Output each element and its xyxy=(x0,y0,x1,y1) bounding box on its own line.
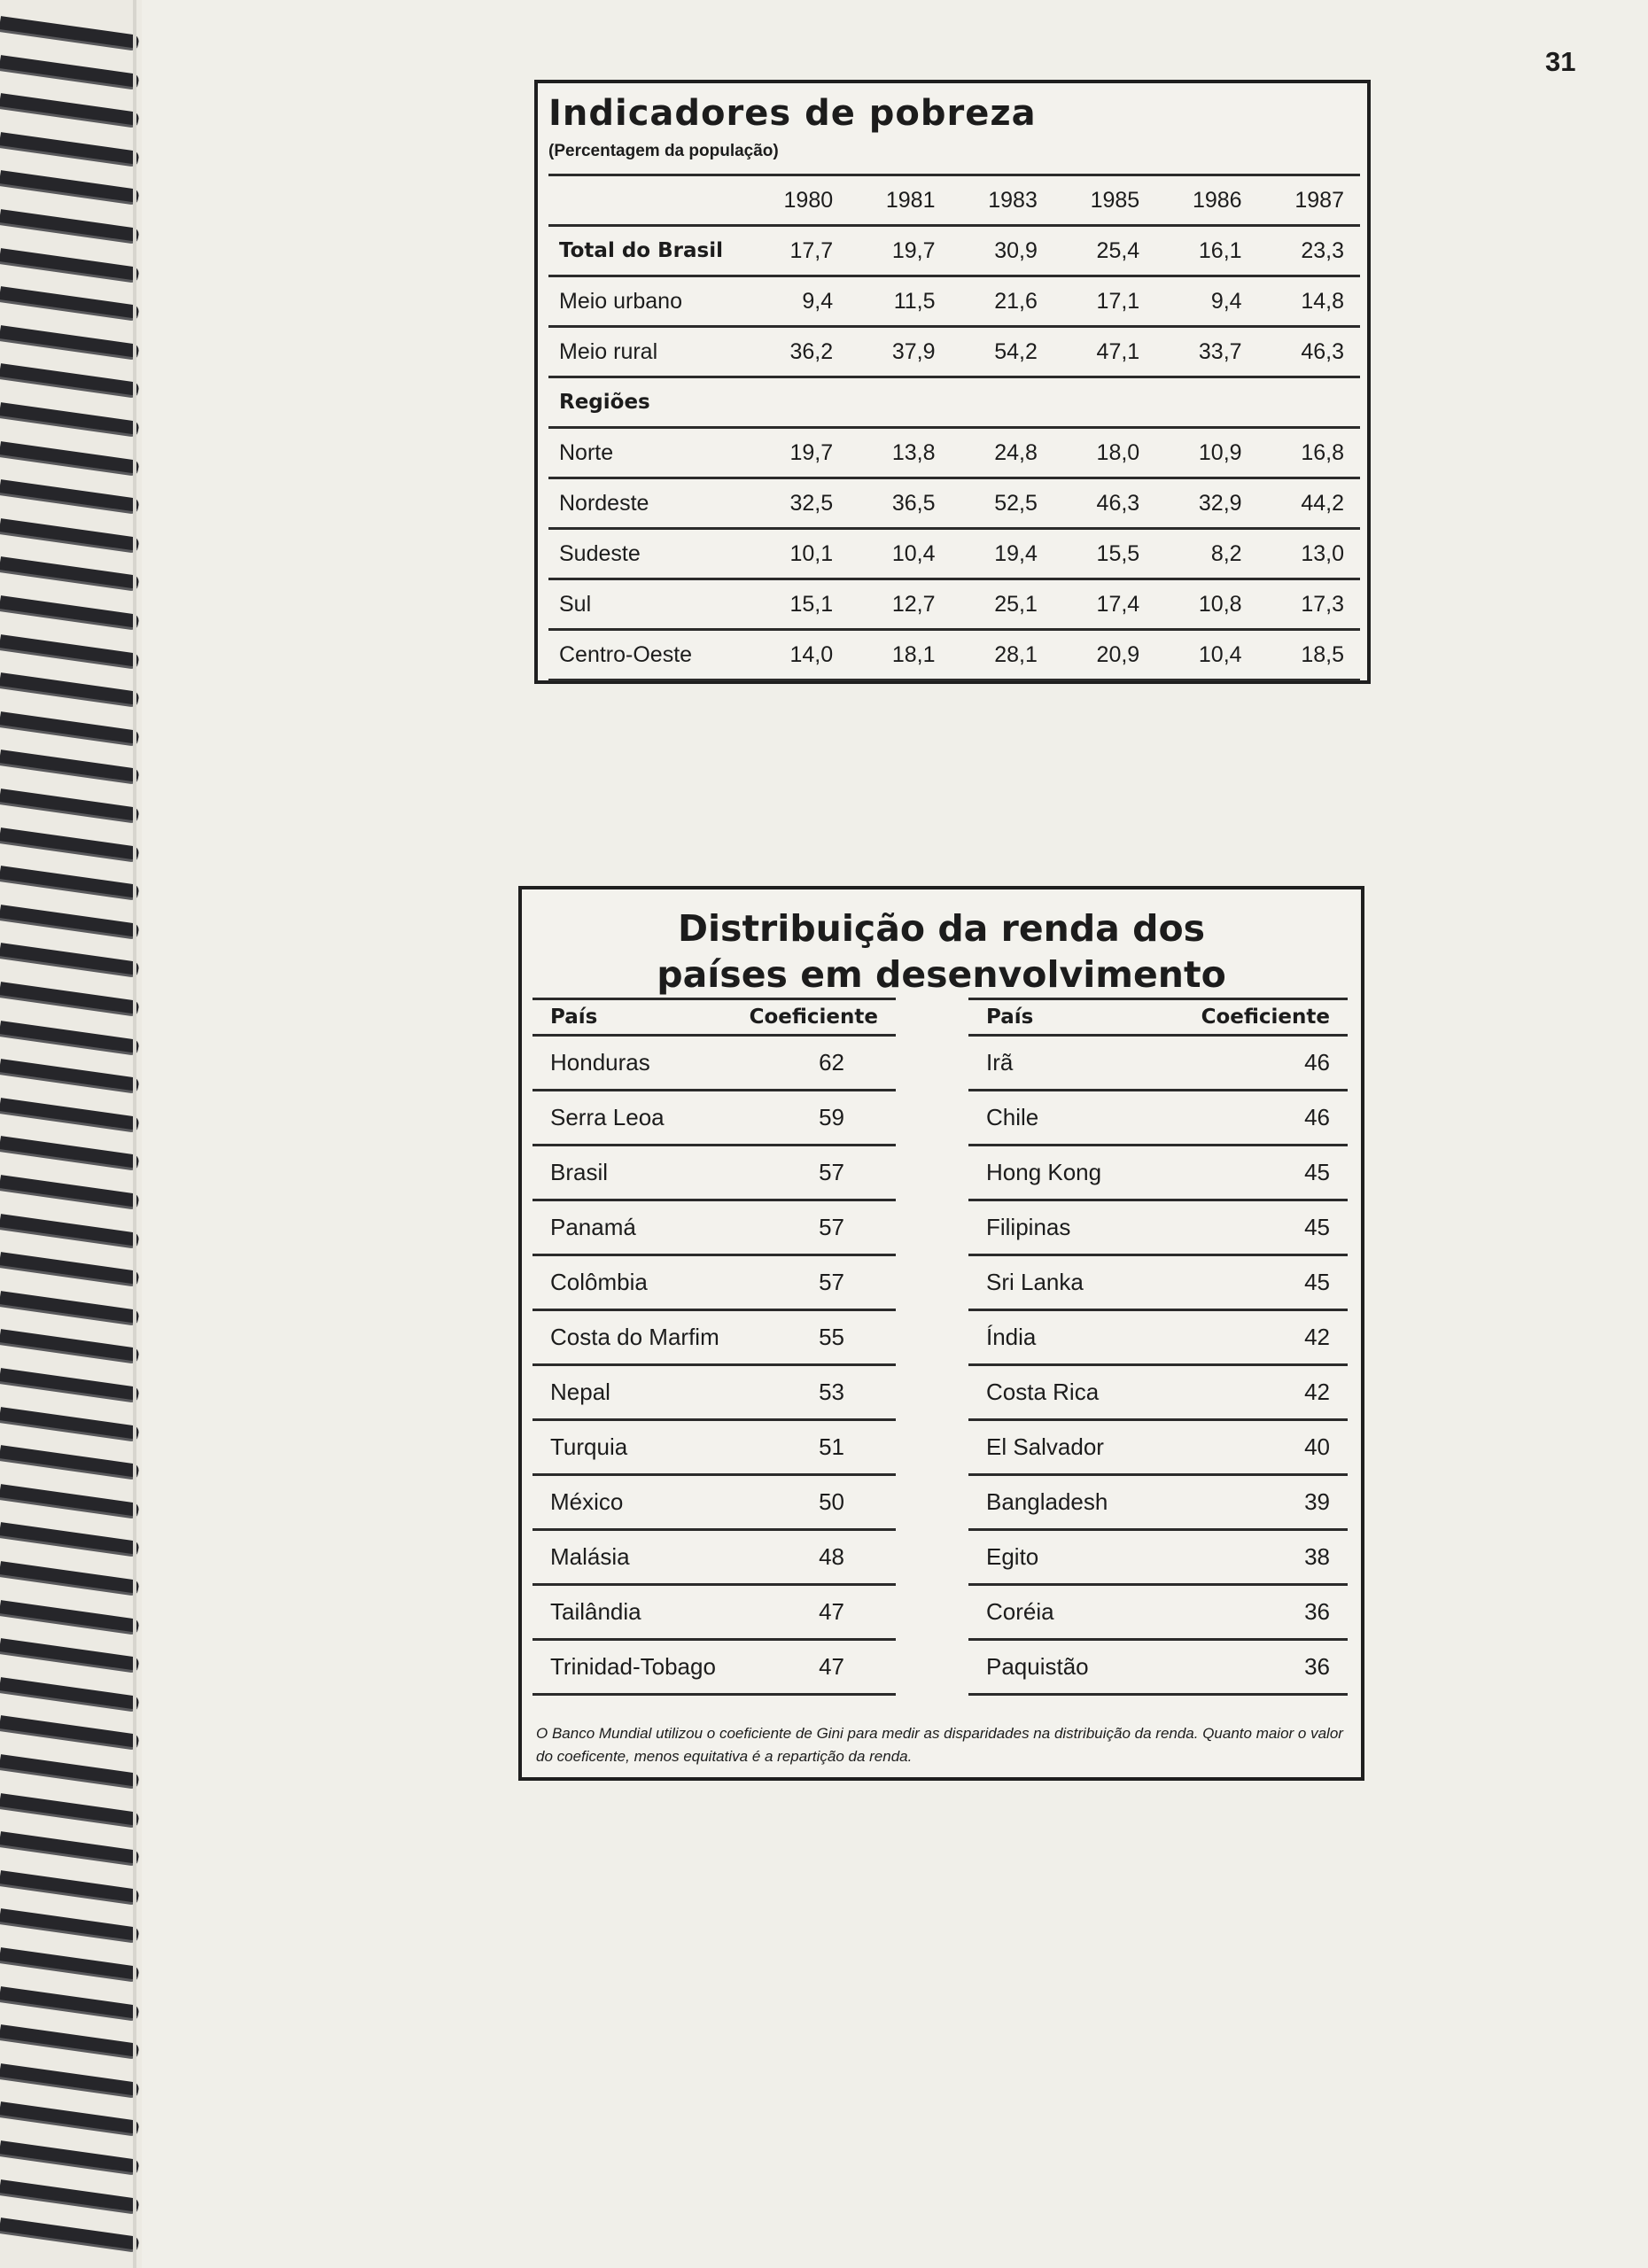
binding-coil xyxy=(0,1793,140,1826)
country-name: Filipinas xyxy=(986,1214,1071,1240)
income-title-line-1: Distribuição da renda dos xyxy=(677,907,1206,950)
binding-coil xyxy=(0,672,140,705)
row-value: 36,5 xyxy=(849,478,951,529)
binding-coil xyxy=(0,1098,140,1130)
row-label: Regiões xyxy=(548,377,747,428)
row-value: 10,4 xyxy=(1155,630,1257,680)
binding-coil xyxy=(0,943,140,975)
binding-coil xyxy=(0,595,140,628)
country-row xyxy=(532,1586,896,1641)
row-value: 36,2 xyxy=(747,327,849,377)
gini-coefficient: 55 xyxy=(819,1324,844,1350)
country-name: Brasil xyxy=(550,1159,609,1185)
row-value: 24,8 xyxy=(952,428,1053,478)
country-row xyxy=(968,1366,1348,1421)
country-name: Coréia xyxy=(986,1598,1054,1625)
page-number: 31 xyxy=(1545,46,1576,77)
country-name: Bangladesh xyxy=(986,1488,1108,1515)
binding-coil xyxy=(0,982,140,1014)
country-row xyxy=(968,1641,1348,1696)
country-row xyxy=(532,1476,896,1531)
row-value: 11,5 xyxy=(849,276,951,327)
row-label: Meio urbano xyxy=(548,276,747,327)
country-name: Trinidad-Tobago xyxy=(550,1653,716,1680)
binding-coil xyxy=(0,132,140,165)
binding-coil xyxy=(0,1831,140,1864)
gini-coefficient: 45 xyxy=(1304,1159,1330,1185)
row-value: 13,8 xyxy=(849,428,951,478)
binding-coil xyxy=(0,1445,140,1478)
gini-coefficient: 40 xyxy=(1304,1433,1330,1460)
row-value: 30,9 xyxy=(952,226,1053,276)
gini-coefficient: 36 xyxy=(1304,1598,1330,1625)
country-name: Nepal xyxy=(550,1379,610,1405)
coefficient-header: Coeficiente xyxy=(1201,1006,1330,1029)
spiral-binding xyxy=(0,0,142,2268)
gini-coefficient: 47 xyxy=(819,1598,844,1625)
country-name: Tailândia xyxy=(550,1598,641,1625)
binding-coil xyxy=(0,170,140,203)
row-value: 17,1 xyxy=(1053,276,1155,327)
row-value: 23,3 xyxy=(1258,226,1360,276)
binding-coil xyxy=(0,556,140,589)
row-value: 18,5 xyxy=(1258,630,1360,680)
row-value: 37,9 xyxy=(849,327,951,377)
binding-coil xyxy=(0,1908,140,1941)
binding-coil xyxy=(0,1214,140,1247)
country-name: Serra Leoa xyxy=(550,1104,665,1130)
country-name: Honduras xyxy=(550,1049,650,1076)
row-value: 54,2 xyxy=(952,327,1053,377)
income-list-left xyxy=(532,998,896,1696)
binding-coil xyxy=(0,479,140,512)
binding-coil xyxy=(0,866,140,898)
row-value: 18,0 xyxy=(1053,428,1155,478)
row-value xyxy=(1053,377,1155,428)
binding-coil xyxy=(0,1986,140,2019)
country-row xyxy=(532,1421,896,1476)
row-value: 12,7 xyxy=(849,579,951,630)
row-value: 20,9 xyxy=(1053,630,1155,680)
gini-coefficient: 42 xyxy=(1304,1324,1330,1350)
country-name: Costa do Marfim xyxy=(550,1324,719,1350)
poverty-table-title: Indicadores de pobreza xyxy=(548,93,1037,134)
binding-coil xyxy=(0,1136,140,1169)
poverty-row xyxy=(548,327,1360,377)
gini-coefficient: 59 xyxy=(819,1104,844,1130)
poverty-row xyxy=(548,226,1360,276)
row-value: 32,9 xyxy=(1155,478,1257,529)
binding-coil xyxy=(0,2101,140,2134)
gini-coefficient: 45 xyxy=(1304,1269,1330,1295)
row-value: 17,4 xyxy=(1053,579,1155,630)
country-row xyxy=(968,1476,1348,1531)
gini-coefficient: 38 xyxy=(1304,1543,1330,1570)
income-distribution-table xyxy=(518,886,1364,1781)
row-value: 52,5 xyxy=(952,478,1053,529)
gini-coefficient: 46 xyxy=(1304,1104,1330,1130)
binding-coil xyxy=(0,905,140,937)
row-value: 10,4 xyxy=(849,529,951,579)
income-list-right xyxy=(968,998,1348,1696)
row-value: 44,2 xyxy=(1258,478,1360,529)
row-value: 16,1 xyxy=(1155,226,1257,276)
poverty-data-grid xyxy=(548,174,1360,681)
row-value xyxy=(1258,377,1360,428)
binding-coil xyxy=(0,1021,140,1053)
row-value: 32,5 xyxy=(747,478,849,529)
binding-coil xyxy=(0,1329,140,1362)
binding-coil xyxy=(0,750,140,782)
gini-coefficient: 57 xyxy=(819,1214,844,1240)
binding-coil xyxy=(0,2024,140,2057)
binding-coil xyxy=(0,634,140,667)
poverty-indicators-table xyxy=(534,80,1371,684)
row-label: Nordeste xyxy=(548,478,747,529)
country-name: Colômbia xyxy=(550,1269,648,1295)
row-label: Total do Brasil xyxy=(548,226,747,276)
country-row xyxy=(532,1256,896,1311)
country-row xyxy=(532,1146,896,1201)
income-table-title xyxy=(522,905,1361,998)
country-name: Hong Kong xyxy=(986,1159,1102,1185)
column-header xyxy=(968,998,1348,1037)
gini-coefficient: 53 xyxy=(819,1379,844,1405)
country-row xyxy=(968,1421,1348,1476)
coefficient-header: Coeficiente xyxy=(749,1006,878,1029)
binding-coil xyxy=(0,1754,140,1787)
country-name: Irã xyxy=(986,1049,1014,1076)
row-value: 16,8 xyxy=(1258,428,1360,478)
binding-coil xyxy=(0,518,140,551)
binding-coil xyxy=(0,402,140,435)
binding-coil xyxy=(0,93,140,126)
country-row xyxy=(968,1586,1348,1641)
country-name: Turquia xyxy=(550,1433,628,1460)
country-row xyxy=(968,1091,1348,1146)
country-row xyxy=(532,1531,896,1586)
binding-coil xyxy=(0,1561,140,1594)
binding-coil xyxy=(0,441,140,474)
poverty-row xyxy=(548,630,1360,680)
row-value: 14,8 xyxy=(1258,276,1360,327)
row-value: 21,6 xyxy=(952,276,1053,327)
binding-coil xyxy=(0,1484,140,1517)
country-name: Chile xyxy=(986,1104,1039,1130)
country-name: Sri Lanka xyxy=(986,1269,1084,1295)
year-header: 1983 xyxy=(952,175,1053,226)
row-value: 19,7 xyxy=(747,428,849,478)
poverty-row xyxy=(548,276,1360,327)
year-header: 1987 xyxy=(1258,175,1360,226)
country-row xyxy=(532,1366,896,1421)
year-header: 1985 xyxy=(1053,175,1155,226)
row-value: 46,3 xyxy=(1053,478,1155,529)
country-row xyxy=(968,1531,1348,1586)
binding-coil xyxy=(0,2063,140,2096)
binding-coil xyxy=(0,209,140,242)
country-row xyxy=(968,1311,1348,1366)
country-name: Costa Rica xyxy=(986,1379,1100,1405)
gini-coefficient: 51 xyxy=(819,1433,844,1460)
binding-coil xyxy=(0,16,140,49)
row-value xyxy=(747,377,849,428)
binding-coil xyxy=(0,325,140,358)
year-header: 1981 xyxy=(849,175,951,226)
binding-coil xyxy=(0,827,140,860)
row-value: 10,8 xyxy=(1155,579,1257,630)
binding-coil xyxy=(0,1252,140,1285)
row-value: 18,1 xyxy=(849,630,951,680)
country-row xyxy=(968,1037,1348,1091)
country-row xyxy=(532,1201,896,1256)
row-value: 15,5 xyxy=(1053,529,1155,579)
binding-coil xyxy=(0,1677,140,1710)
country-name: El Salvador xyxy=(986,1433,1104,1460)
poverty-row xyxy=(548,478,1360,529)
country-row xyxy=(532,1311,896,1366)
gini-coefficient: 50 xyxy=(819,1488,844,1515)
binding-coil xyxy=(0,2140,140,2173)
poverty-row xyxy=(548,377,1360,428)
country-row xyxy=(532,1037,896,1091)
binding-coil xyxy=(0,1522,140,1555)
binding-coil xyxy=(0,1291,140,1324)
row-value: 9,4 xyxy=(747,276,849,327)
row-value: 19,7 xyxy=(849,226,951,276)
row-value: 17,3 xyxy=(1258,579,1360,630)
row-value xyxy=(952,377,1053,428)
row-value: 14,0 xyxy=(747,630,849,680)
row-value: 28,1 xyxy=(952,630,1053,680)
binding-coil xyxy=(0,1600,140,1633)
binding-coil xyxy=(0,363,140,396)
binding-coil xyxy=(0,55,140,88)
poverty-row xyxy=(548,428,1360,478)
gini-coefficient: 36 xyxy=(1304,1653,1330,1680)
binding-coil xyxy=(0,1715,140,1748)
country-row xyxy=(532,1091,896,1146)
row-label: Sul xyxy=(548,579,747,630)
row-value: 47,1 xyxy=(1053,327,1155,377)
country-name: Panamá xyxy=(550,1214,636,1240)
binding-coil xyxy=(0,1947,140,1980)
country-row xyxy=(532,1641,896,1696)
country-name: Malásia xyxy=(550,1543,630,1570)
year-header-row xyxy=(548,175,1360,226)
row-value xyxy=(1155,377,1257,428)
gini-coefficient: 48 xyxy=(819,1543,844,1570)
row-value: 8,2 xyxy=(1155,529,1257,579)
gini-coefficient: 47 xyxy=(819,1653,844,1680)
binding-coil xyxy=(0,1059,140,1091)
gini-coefficient: 45 xyxy=(1304,1214,1330,1240)
row-label: Sudeste xyxy=(548,529,747,579)
row-label: Meio rural xyxy=(548,327,747,377)
row-label: Centro-Oeste xyxy=(548,630,747,680)
binding-coil xyxy=(0,711,140,744)
row-value: 46,3 xyxy=(1258,327,1360,377)
binding-coil xyxy=(0,1368,140,1401)
binding-coil xyxy=(0,2179,140,2212)
binding-coil xyxy=(0,286,140,319)
row-value: 33,7 xyxy=(1155,327,1257,377)
binding-coil xyxy=(0,788,140,821)
gini-coefficient: 57 xyxy=(819,1269,844,1295)
gini-coefficient: 42 xyxy=(1304,1379,1330,1405)
poverty-table-subtitle: (Percentagem da população) xyxy=(548,142,779,160)
binding-coil xyxy=(0,1638,140,1671)
income-footnote: O Banco Mundial utilizou o coeficiente de Gini para medir as disparidades na distribuição da renda. Quanto maior o valor do coeficente, menos equitativa é a repartição da renda. xyxy=(536,1725,1343,1765)
row-value: 13,0 xyxy=(1258,529,1360,579)
income-title-line-2: países em desenvolvimento xyxy=(657,953,1226,996)
binding-coil xyxy=(0,1175,140,1208)
gini-coefficient: 62 xyxy=(819,1049,844,1076)
poverty-row xyxy=(548,529,1360,579)
row-value: 19,4 xyxy=(952,529,1053,579)
header-blank xyxy=(548,175,747,226)
gini-coefficient: 39 xyxy=(1304,1488,1330,1515)
binding-coil xyxy=(0,248,140,281)
year-header: 1986 xyxy=(1155,175,1257,226)
year-header: 1980 xyxy=(747,175,849,226)
row-value: 15,1 xyxy=(747,579,849,630)
country-name: México xyxy=(550,1488,624,1515)
row-value: 25,1 xyxy=(952,579,1053,630)
page-edge xyxy=(133,0,136,2268)
gini-coefficient: 46 xyxy=(1304,1049,1330,1076)
row-value: 17,7 xyxy=(747,226,849,276)
row-value: 10,9 xyxy=(1155,428,1257,478)
country-name: Paquistão xyxy=(986,1653,1089,1680)
binding-coil xyxy=(0,1870,140,1903)
country-name: Egito xyxy=(986,1543,1039,1570)
binding-coil xyxy=(0,1407,140,1440)
row-value: 9,4 xyxy=(1155,276,1257,327)
column-header xyxy=(532,998,896,1037)
row-label: Norte xyxy=(548,428,747,478)
country-header: País xyxy=(550,1006,598,1029)
gini-coefficient: 57 xyxy=(819,1159,844,1185)
country-row xyxy=(968,1146,1348,1201)
row-value: 10,1 xyxy=(747,529,849,579)
poverty-row xyxy=(548,579,1360,630)
row-value: 25,4 xyxy=(1053,226,1155,276)
country-row xyxy=(968,1201,1348,1256)
country-header: País xyxy=(986,1006,1034,1029)
row-value xyxy=(849,377,951,428)
binding-coil xyxy=(0,2218,140,2250)
country-name: Índia xyxy=(986,1324,1037,1350)
country-row xyxy=(968,1256,1348,1311)
